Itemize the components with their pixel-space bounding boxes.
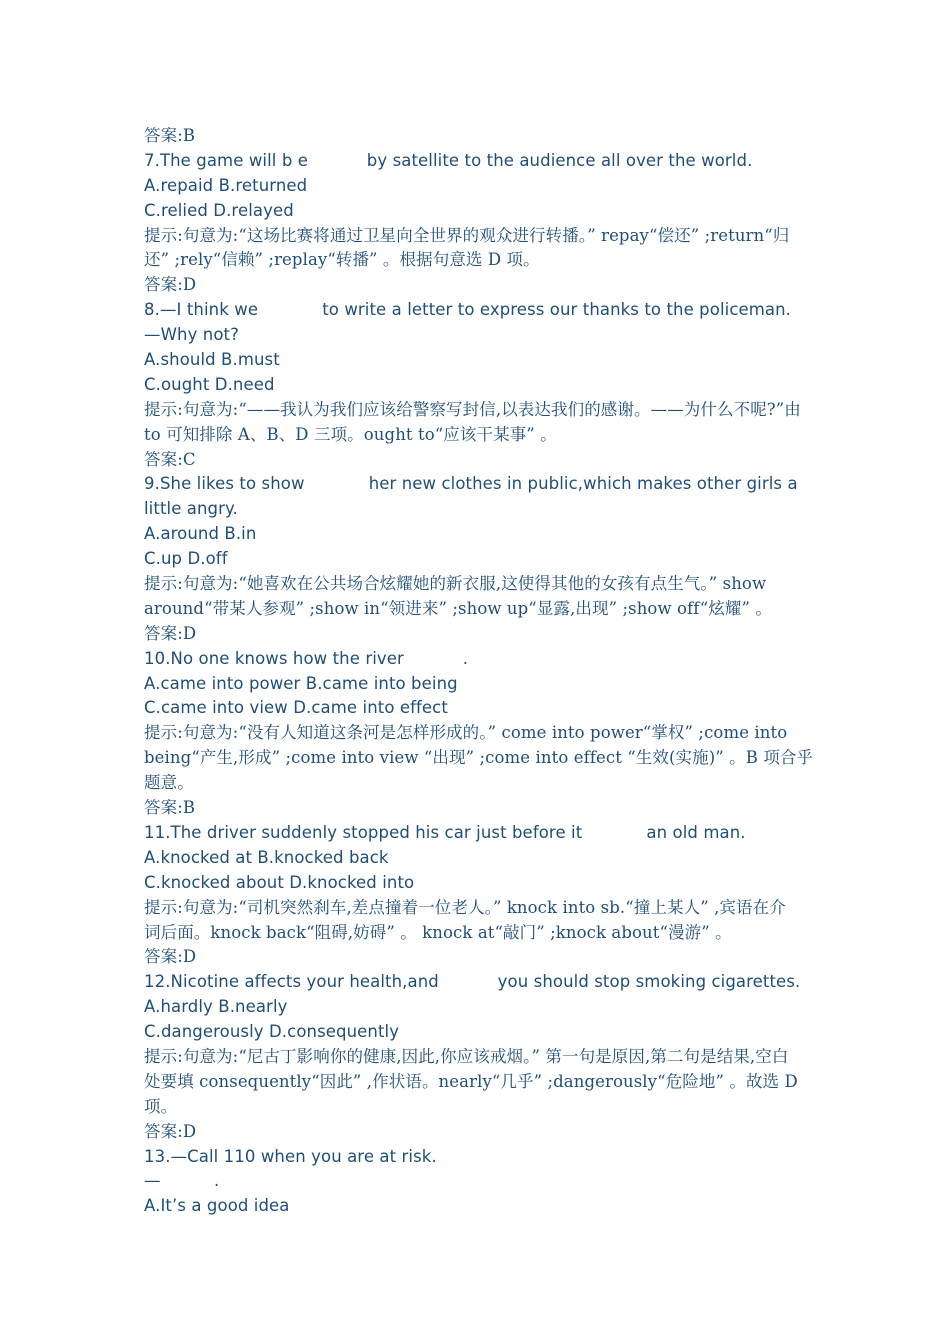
text-line: to 可知排除 A、B、D 三项。ought to“应该干某事” 。 bbox=[144, 424, 557, 444]
text-line: A.It’s a good idea bbox=[144, 1196, 290, 1216]
text-line: A.around B.in bbox=[144, 524, 257, 544]
text-line: — . bbox=[144, 1171, 220, 1191]
text-line: 13.—Call 110 when you are at risk. bbox=[144, 1146, 437, 1166]
text-line: 提示:句意为:“司机突然刹车,差点撞着一位老人。” knock into sb.“撞上某人” ,宾语在介 bbox=[144, 897, 786, 917]
text-line: C.up D.off bbox=[144, 549, 228, 569]
text-line: 答案:C bbox=[144, 449, 196, 469]
text-line: 9.She likes to show her new clothes in public,which makes other girls a bbox=[144, 474, 798, 494]
text-line: 提示:句意为:“这场比赛将通过卫星向全世界的观众进行转播。” repay“偿还” ;return“归 bbox=[144, 225, 790, 245]
text-line: A.knocked at B.knocked back bbox=[144, 847, 389, 867]
text-line: around“带某人参观” ;show in“领进来” ;show up“显露,出现” ;show off“炫耀” 。 bbox=[144, 598, 772, 618]
text-line: 答案:D bbox=[144, 1121, 197, 1141]
text-line: little angry. bbox=[144, 499, 238, 519]
text-line: —Why not? bbox=[144, 325, 239, 345]
text-line: A.should B.must bbox=[144, 350, 280, 370]
text-line: C.relied D.relayed bbox=[144, 200, 294, 220]
text-line: 提示:句意为:“她喜欢在公共场合炫耀她的新衣服,这使得其他的女孩有点生气。” show bbox=[144, 574, 767, 594]
text-line: 词后面。knock back“阻碍,妨碍” 。 knock at“敲门” ;knock about“漫游” 。 bbox=[144, 922, 732, 942]
text-line: A.repaid B.returned bbox=[144, 175, 308, 195]
text-line: 10.No one knows how the river . bbox=[144, 648, 469, 668]
text-line: A.came into power B.came into being bbox=[144, 673, 458, 693]
text-line: C.ought D.need bbox=[144, 374, 275, 394]
text-line: 答案:B bbox=[144, 798, 196, 818]
text-line: 8.—I think we to write a letter to express our thanks to the policeman. bbox=[144, 300, 792, 320]
text-line: 项。 bbox=[144, 1096, 178, 1116]
text-line: 答案:D bbox=[144, 623, 197, 643]
text-line: C.knocked about D.knocked into bbox=[144, 872, 415, 892]
text-line: 7.The game will b e by satellite to the audience all over the world. bbox=[144, 150, 753, 170]
text-line: 11.The driver suddenly stopped his car just before it an old man. bbox=[144, 822, 746, 842]
text-line: C.came into view D.came into effect bbox=[144, 698, 448, 718]
text-line: 答案:D bbox=[144, 947, 197, 967]
text-line: C.dangerously D.consequently bbox=[144, 1022, 400, 1042]
text-line: 提示:句意为:“没有人知道这条河是怎样形成的。” come into power“掌权” ;come into bbox=[144, 723, 788, 743]
text-line: 还” ;rely“信赖” ;replay“转播” 。根据句意选 D 项。 bbox=[144, 250, 540, 270]
text-line: 答案:D bbox=[144, 275, 197, 295]
document-body bbox=[144, 124, 814, 1219]
text-line: 题意。 bbox=[144, 773, 194, 793]
text-line: 提示:句意为:“尼古丁影响你的健康,因此,你应该戒烟。” 第一句是原因,第二句是结果,空白 bbox=[144, 1046, 789, 1066]
text-line: being“产生,形成” ;come into view “出现” ;come into effect “生效(实施)” 。B 项合乎 bbox=[144, 748, 814, 768]
text-line: 提示:句意为:“——我认为我们应该给警察写封信,以表达我们的感谢。——为什么不呢?”由 bbox=[144, 399, 801, 419]
text-line: 答案:B bbox=[144, 126, 196, 145]
text-line: A.hardly B.nearly bbox=[144, 997, 288, 1017]
text-line: 处要填 consequently“因此” ,作状语。nearly“几乎” ;dangerously“危险地” 。故选 D bbox=[144, 1071, 798, 1091]
text-line: 12.Nicotine affects your health,and you should stop smoking cigarettes. bbox=[144, 972, 801, 992]
